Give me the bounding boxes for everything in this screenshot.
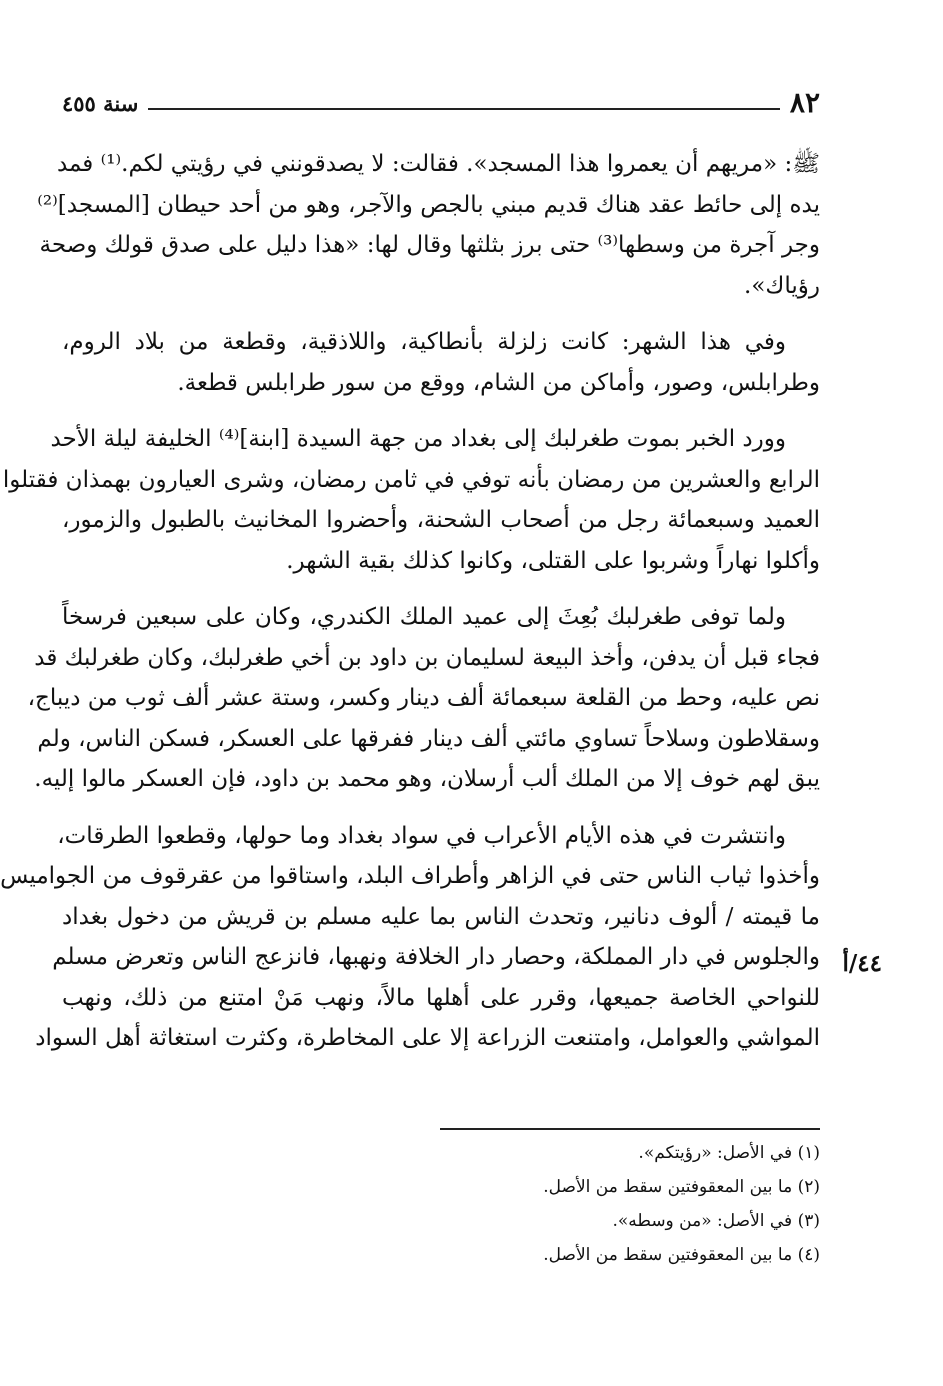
text-line: فجاء قبل أن يدفن، وأخذ البيعة لسليمان بن داود بن أخي طغرلبك، وكان طغرلبك قد — [34, 644, 820, 671]
text-line: يده إلى حائط عقد هناك قديم مبني بالجص والآجر، وهو من أحد حيطان [المسجد]⁽²⁾ — [37, 191, 820, 218]
text-line: وأخذوا ثياب الناس حتى في الزاهر وأطراف البلد، واستاقوا من عقرقوف من الجواميس — [0, 863, 820, 889]
text-line: وأكلوا نهاراً وشربوا على القتلى، وكانوا كذلك بقية الشهر. — [286, 547, 820, 574]
year-label: سنة ٤٥٥ — [62, 91, 139, 116]
text-line: ما قيمته / ألوف دنانير، وتحدث الناس بما عليه مسلم بن قريش من دخول بغداد — [62, 903, 820, 930]
text-line: وسقلاطون وسلاحاً تساوي مائتي ألف دينار ففرقها على العسكر، فسكن الناس، ولم — [37, 725, 820, 752]
paragraph — [37, 144, 820, 306]
text-line: والجلوس في دار المملكة، وحصار دار الخلافة ونهبها، فانزعج الناس وتعرض مسلم — [52, 944, 820, 970]
footnote: (١) في الأصل: «رؤيتكم». — [638, 1143, 820, 1163]
text-line: وفي هذا الشهر: كانت زلزلة بأنطاكية، واللاذقية، وقطعة من بلاد الروم، — [62, 329, 786, 355]
paragraph — [27, 597, 820, 800]
paragraph — [0, 816, 820, 1059]
text-line: ولما توفى طغرلبك بُعِثَ إلى عميد الملك الكندري، وكان على سبعين فرسخاً — [62, 604, 786, 630]
text-line: يبق لهم خوف إلا من الملك ألب أرسلان، وهو محمد بن داود، فإن العسكر مالوا إليه. — [34, 766, 820, 792]
footnote-rule — [440, 1128, 820, 1130]
text-line: المواشي والعوامل، وامتنعت الزراعة إلا على المخاطرة، وكثرت استغاثة أهل السواد — [35, 1025, 820, 1051]
footnotes — [300, 1136, 820, 1272]
page-number: ٨٢ — [789, 86, 820, 119]
header-rule — [148, 108, 780, 110]
text-line: وجر آجرة من وسطها⁽³⁾ حتى برز بثلثها وقال لها: «هذا دليل على صدق قولك وصحة — [39, 232, 820, 258]
text-line: وورد الخبر بموت طغرلبك إلى بغداد من جهة السيدة [ابنة]⁽⁴⁾ الخليفة ليلة الأحد — [50, 426, 786, 452]
paragraph — [62, 322, 820, 403]
text-line: للنواحي الخاصة جميعها، وقرر على أهلها مالاً، ونهب مَنْ امتنع من ذلك، ونهب — [62, 984, 820, 1011]
footnote: (٣) في الأصل: «من وسطه». — [612, 1211, 820, 1231]
footnote: (٢) ما بين المعقوفتين سقط من الأصل. — [543, 1177, 820, 1197]
body-text — [0, 144, 820, 1075]
text-line: رؤياك». — [744, 272, 820, 299]
text-line: نص عليه، وحط من القلعة سبعمائة ألف دينار وكسر، وستة عشر ألف ثوب من ديباج، — [27, 685, 820, 711]
text-line: ﷺ: «مريهم أن يعمروا هذا المسجد». فقالت: لا يصدقونني في رؤيتي لكم.⁽¹⁾ فمد — [56, 151, 820, 177]
text-line: وطرابلس، وصور، وأماكن من الشام، ووقع من سور طرابلس قطعة. — [177, 369, 820, 396]
margin-folio-marker: ٤٤/أ — [842, 950, 882, 977]
text-line: وانتشرت في هذه الأيام الأعراب في سواد بغداد وما حولها، وقطعوا الطرقات، — [57, 822, 786, 849]
text-line: الرابع والعشرين من رمضان بأنه توفي في ثامن رمضان، وشرى العيارون بهمذان فقتلوا — [2, 466, 820, 493]
paragraph — [2, 419, 820, 581]
running-header — [62, 78, 820, 118]
text-line: العميد وسبعمائة رجل من أصحاب الشحنة، وأحضروا المخانيث بالطبول والزمور، — [62, 507, 820, 533]
footnote: (٤) ما بين المعقوفتين سقط من الأصل. — [543, 1245, 820, 1265]
